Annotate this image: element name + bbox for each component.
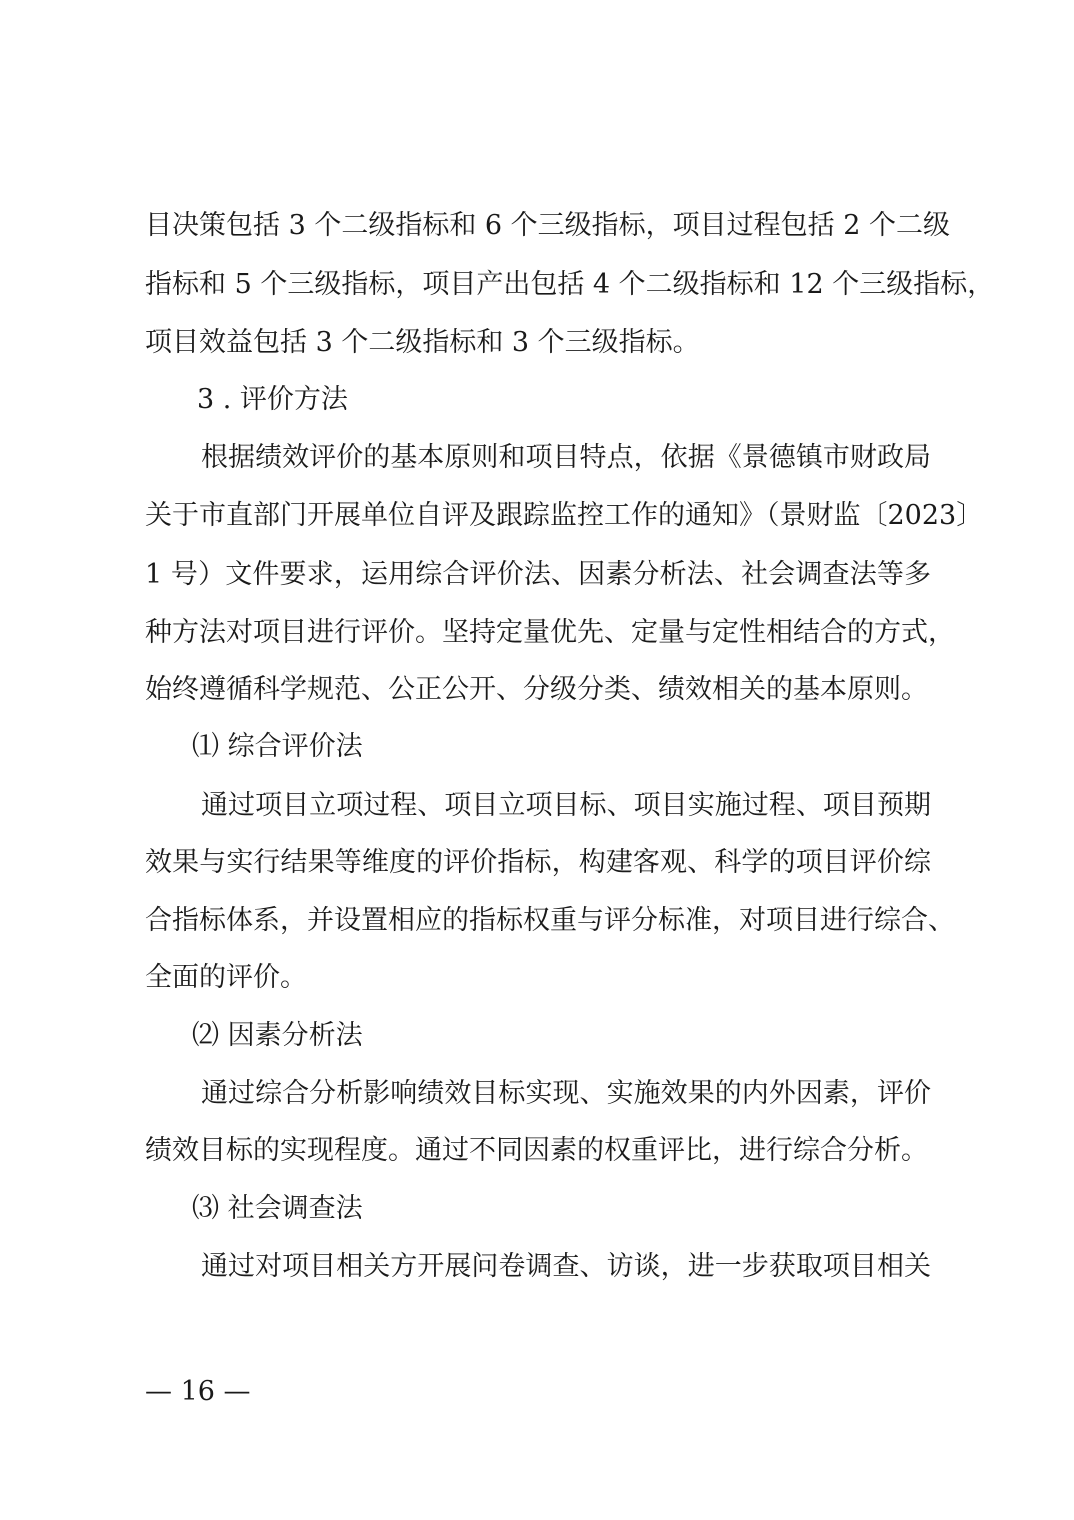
text-line-1 <box>0 206 1074 246</box>
line-text: 绩效目标的实现程度。通过不同因素的权重评比，进行综合分析。 <box>145 1135 928 1166</box>
text-line-5 <box>0 438 1074 478</box>
page-number: — 16 — <box>145 1376 251 1407</box>
heading-text: 3 . 评价方法 <box>197 384 348 415</box>
line-text: 根据绩效评价的基本原则和项目特点，依据《景德镇市财政局 <box>201 442 931 473</box>
line-text: 目决策包括 3 个二级指标和 6 个三级指标，项目过程包括 2 个二级 <box>145 210 951 241</box>
text-line-8 <box>0 613 1074 653</box>
text-line-16 <box>0 1074 1074 1114</box>
subheading-text: ⑴ 综合评价法 <box>192 731 363 762</box>
line-text: 通过项目立项过程、项目立项目标、项目实施过程、项目预期 <box>201 790 931 821</box>
text-line-12 <box>0 843 1074 883</box>
line-text: 1 号）文件要求，运用综合评价法、因素分析法、社会调查法等多 <box>145 559 931 590</box>
text-line-2 <box>0 265 1074 305</box>
text-line-13 <box>0 901 1074 941</box>
line-text: 全面的评价。 <box>145 962 307 993</box>
line-text: 始终遵循科学规范、公正公开、分级分类、绩效相关的基本原则。 <box>145 674 928 705</box>
subheading-text: ⑵ 因素分析法 <box>192 1020 363 1051</box>
section-heading-evaluation-method <box>0 380 1074 420</box>
line-text: 合指标体系，并设置相应的指标权重与评分标准，对项目进行综合、 <box>145 905 955 936</box>
line-text: 通过综合分析影响绩效目标实现、实施效果的内外因素，评价 <box>201 1078 931 1109</box>
text-line-17 <box>0 1131 1074 1171</box>
line-text: 关于市直部门开展单位自评及跟踪监控工作的通知》（景财监〔2023〕 <box>145 500 984 531</box>
line-text: 通过对项目相关方开展问卷调查、访谈，进一步获取项目相关 <box>201 1251 931 1282</box>
subheading-social-survey <box>0 1189 1074 1229</box>
line-text: 指标和 5 个三级指标，项目产出包括 4 个二级指标和 12 个三级指标， <box>145 269 995 300</box>
text-line-3 <box>0 323 1074 363</box>
subheading-comprehensive-evaluation <box>0 727 1074 767</box>
text-line-11 <box>0 786 1074 826</box>
text-line-14 <box>0 958 1074 998</box>
line-text: 效果与实行结果等维度的评价指标，构建客观、科学的项目评价综 <box>145 847 931 878</box>
subheading-text: ⑶ 社会调查法 <box>192 1193 363 1224</box>
text-line-9 <box>0 670 1074 710</box>
text-line-19 <box>0 1247 1074 1287</box>
subheading-factor-analysis <box>0 1016 1074 1056</box>
line-text: 种方法对项目进行评价。坚持定量优先、定量与定性相结合的方式， <box>145 617 955 648</box>
text-line-7 <box>0 555 1074 595</box>
text-line-6 <box>0 496 1074 536</box>
line-text: 项目效益包括 3 个二级指标和 3 个三级指标。 <box>145 327 700 358</box>
